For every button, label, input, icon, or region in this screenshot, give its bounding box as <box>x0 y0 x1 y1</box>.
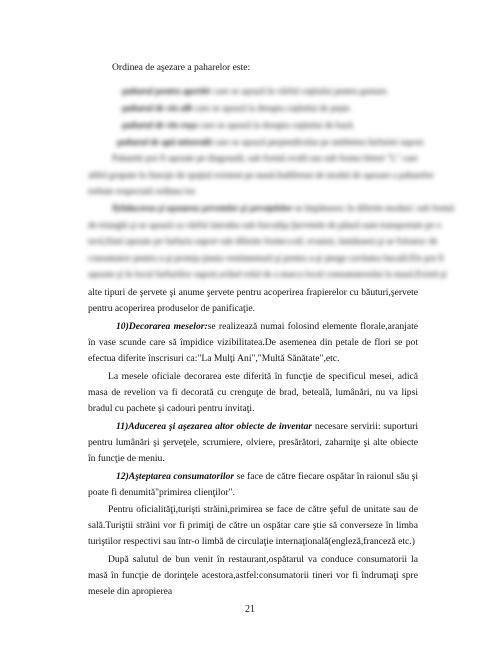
paragraph-officials-tourists: Pentru oficialităţi,turişti străini,primirea se face de către şeful de unitate sau de sală.Turiştii străini vor fi primiţi de către un ospătar care ştie să converseze în limba turiştilor respectivi sau într-o limbă de circulaţie internaţională(engleză,franceză etc.) <box>88 504 418 547</box>
blurred-line: 9)Aducerea şi aşezarea şervetelor şi şerveţelelor se împăturesc în diferite moduri: sub formă <box>112 203 454 213</box>
blurred-line: altfel grupate în funcţie de spaţiul existent pe masă.Indiferent de modul de aşezare a paharelor <box>88 170 434 180</box>
blurred-line: -paharul pentru aperitiv care se aşează în vârful cuţitului pentru gustare. <box>120 86 389 96</box>
blurred-line: -paharul de vin alb care se aşează la dreapta cuţitului de peşte. <box>120 103 352 113</box>
blurred-line: consumator pentru a-şi proteja ţinuta vestimentară şi pentru a-şi şterge cavitatea bucală.Ele pot fi <box>88 253 444 263</box>
blurred-line: -paharul de apă minerală care se aşează perpendicular pe emblema farfuriei suport. <box>115 137 426 147</box>
paragraph-official-tables: La mesele oficiale decorarea este diferită în funcţie de specificul mesei, adică masa de revelion va fi decorată cu crenguţe de brad, beteală, lumânări, nu va lipsi bradul cu pachete şi cadouri pentru invitaţi. <box>88 371 418 414</box>
blurred-line: aşezate şi în locul farfuriilor suport,având rolul de a marca locul consumatorului la masă.Există şi <box>88 269 447 279</box>
paragraph-welcome: După salutul de bun venit în restaurant,ospătarul va conduce consumatorii la masă în funcţie de dorinţele acestora,astfel:consumatorii tineri vor fi îndrumaţi spre mesele din apropierea <box>88 554 418 597</box>
paragraph-table-decoration: 10)Decorarea meselor:se realizează numai folosind elemente florale,aranjate în vase scunde care să împidice vizibilitatea.De asemenea din petale de flori se pot efectua diferite înscrisuri ca:"La Mulţi Ani","Multă Sănătate",etc. <box>88 321 418 364</box>
page-number: 21 <box>245 604 255 615</box>
blurred-line: Paharele pot fi aşezate pe diagonală, sub formă ovală sau sub forma literei "L" care <box>112 153 418 163</box>
paragraph-awaiting-guests: 12)Aşteptarea consumatorilor se face de către fiecare ospătar în raionul său şi poate fi denumită"primirea clienţilor". <box>88 471 418 498</box>
blurred-text-region <box>0 0 500 300</box>
paragraph-inventory-objects: 11)Aducerea şi aşezarea altor obiecte de inventar necesare servirii: suporturi pentru lumânări şi şerveţele, scrumiere, olviere, presărători, zaharniţe şi alte obiecte în funcţie de meniu. <box>88 421 418 464</box>
section-heading-12: 12)Aşteptarea consumatorilor <box>116 471 235 482</box>
blurred-line: de triunghi şi se aşează cu vârful introdus sub furculiţa.Şervetele de pânză sunt transportate pe o <box>88 220 442 230</box>
blurred-line: -paharul de vin roşu care se aşează la dreapta cuţitului de bază. <box>120 120 355 130</box>
glasses-order-heading: Ordinea de aşezare a paharelor este: <box>112 62 251 73</box>
paragraph-napkins-end: alte tipuri de şervete şi anume şervete pentru acoperirea frapierelor cu băuturi,şervete pentru acoperirea produselor de panificaţie. <box>88 287 418 314</box>
blurred-line: tavă,fiind aşezate pe farfuria suport sub diferite forme:coif, evantai, lumânare) şi se folosesc de <box>88 236 438 246</box>
section-heading-11: 11)Aducerea şi aşezarea altor obiecte de inventar <box>116 421 313 432</box>
section-heading-10: 10)Decorarea meselor: <box>116 321 208 332</box>
blurred-line: trebuie respectată ordinea lor. <box>88 186 197 196</box>
